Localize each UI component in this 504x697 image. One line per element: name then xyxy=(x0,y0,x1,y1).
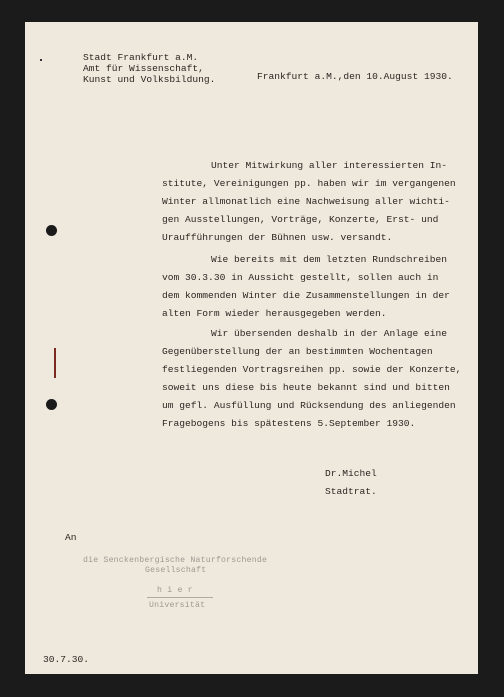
letterhead-line: Amt für Wissenschaft, xyxy=(83,63,204,74)
body-line: um gefl. Ausfüllung und Rücksendung des anliegenden xyxy=(162,400,456,411)
body-line: festliegenden Vortragsreihen pp. sowie der Konzerte, xyxy=(162,364,462,375)
signature-name: Dr.Michel xyxy=(325,468,377,479)
body-line: Gegenüberstellung der an bestimmten Wochentagen xyxy=(162,346,433,357)
red-margin-mark xyxy=(54,348,56,378)
recipient-line: Gesellschaft xyxy=(145,566,207,575)
letterhead-line: Stadt Frankfurt a.M. xyxy=(83,52,199,63)
body-line: Winter allmonatlich eine Nachweisung aller wichti- xyxy=(162,196,450,207)
recipient-line: h i e r xyxy=(157,586,193,595)
punch-hole-top xyxy=(46,225,57,236)
recipient-divider xyxy=(147,597,213,598)
recipient-line: Universität xyxy=(149,601,206,610)
recipient-line: die Senckenbergische Naturforschende xyxy=(83,556,268,565)
body-line: Wie bereits mit dem letzten Rundschreiben xyxy=(211,254,448,265)
body-line: vom 30.3.30 in Aussicht gestellt, sollen auch in xyxy=(162,272,439,283)
signature-title: Stadtrat. xyxy=(325,486,377,497)
body-line: soweit uns diese bis heute bekannt sind und bitten xyxy=(162,382,450,393)
punch-hole-bottom xyxy=(46,399,57,410)
body-line: alten Form wieder herausgegeben werden. xyxy=(162,308,387,319)
letter-sheet xyxy=(25,22,478,674)
body-line: Fragebogens bis spätestens 5.September 1930. xyxy=(162,418,416,429)
body-line: stitute, Vereinigungen pp. haben wir im vergangenen xyxy=(162,178,456,189)
place-date: Frankfurt a.M.,den 10.August 1930. xyxy=(257,71,453,82)
body-line: Uraufführungen der Bühnen usw. versandt. xyxy=(162,232,393,243)
body-line: gen Ausstellungen, Vorträge, Konzerte, Erst- und xyxy=(162,214,439,225)
body-line: Unter Mitwirkung aller interessierten In- xyxy=(211,160,448,171)
letterhead-line: Kunst und Volksbildung. xyxy=(83,74,216,85)
body-line: Wir übersenden deshalb in der Anlage eine xyxy=(211,328,448,339)
body-line: dem kommenden Winter die Zusammenstellungen in der xyxy=(162,290,450,301)
paper-speck xyxy=(40,59,42,61)
footer-date: 30.7.30. xyxy=(43,654,90,665)
addressee-label: An xyxy=(65,532,77,543)
